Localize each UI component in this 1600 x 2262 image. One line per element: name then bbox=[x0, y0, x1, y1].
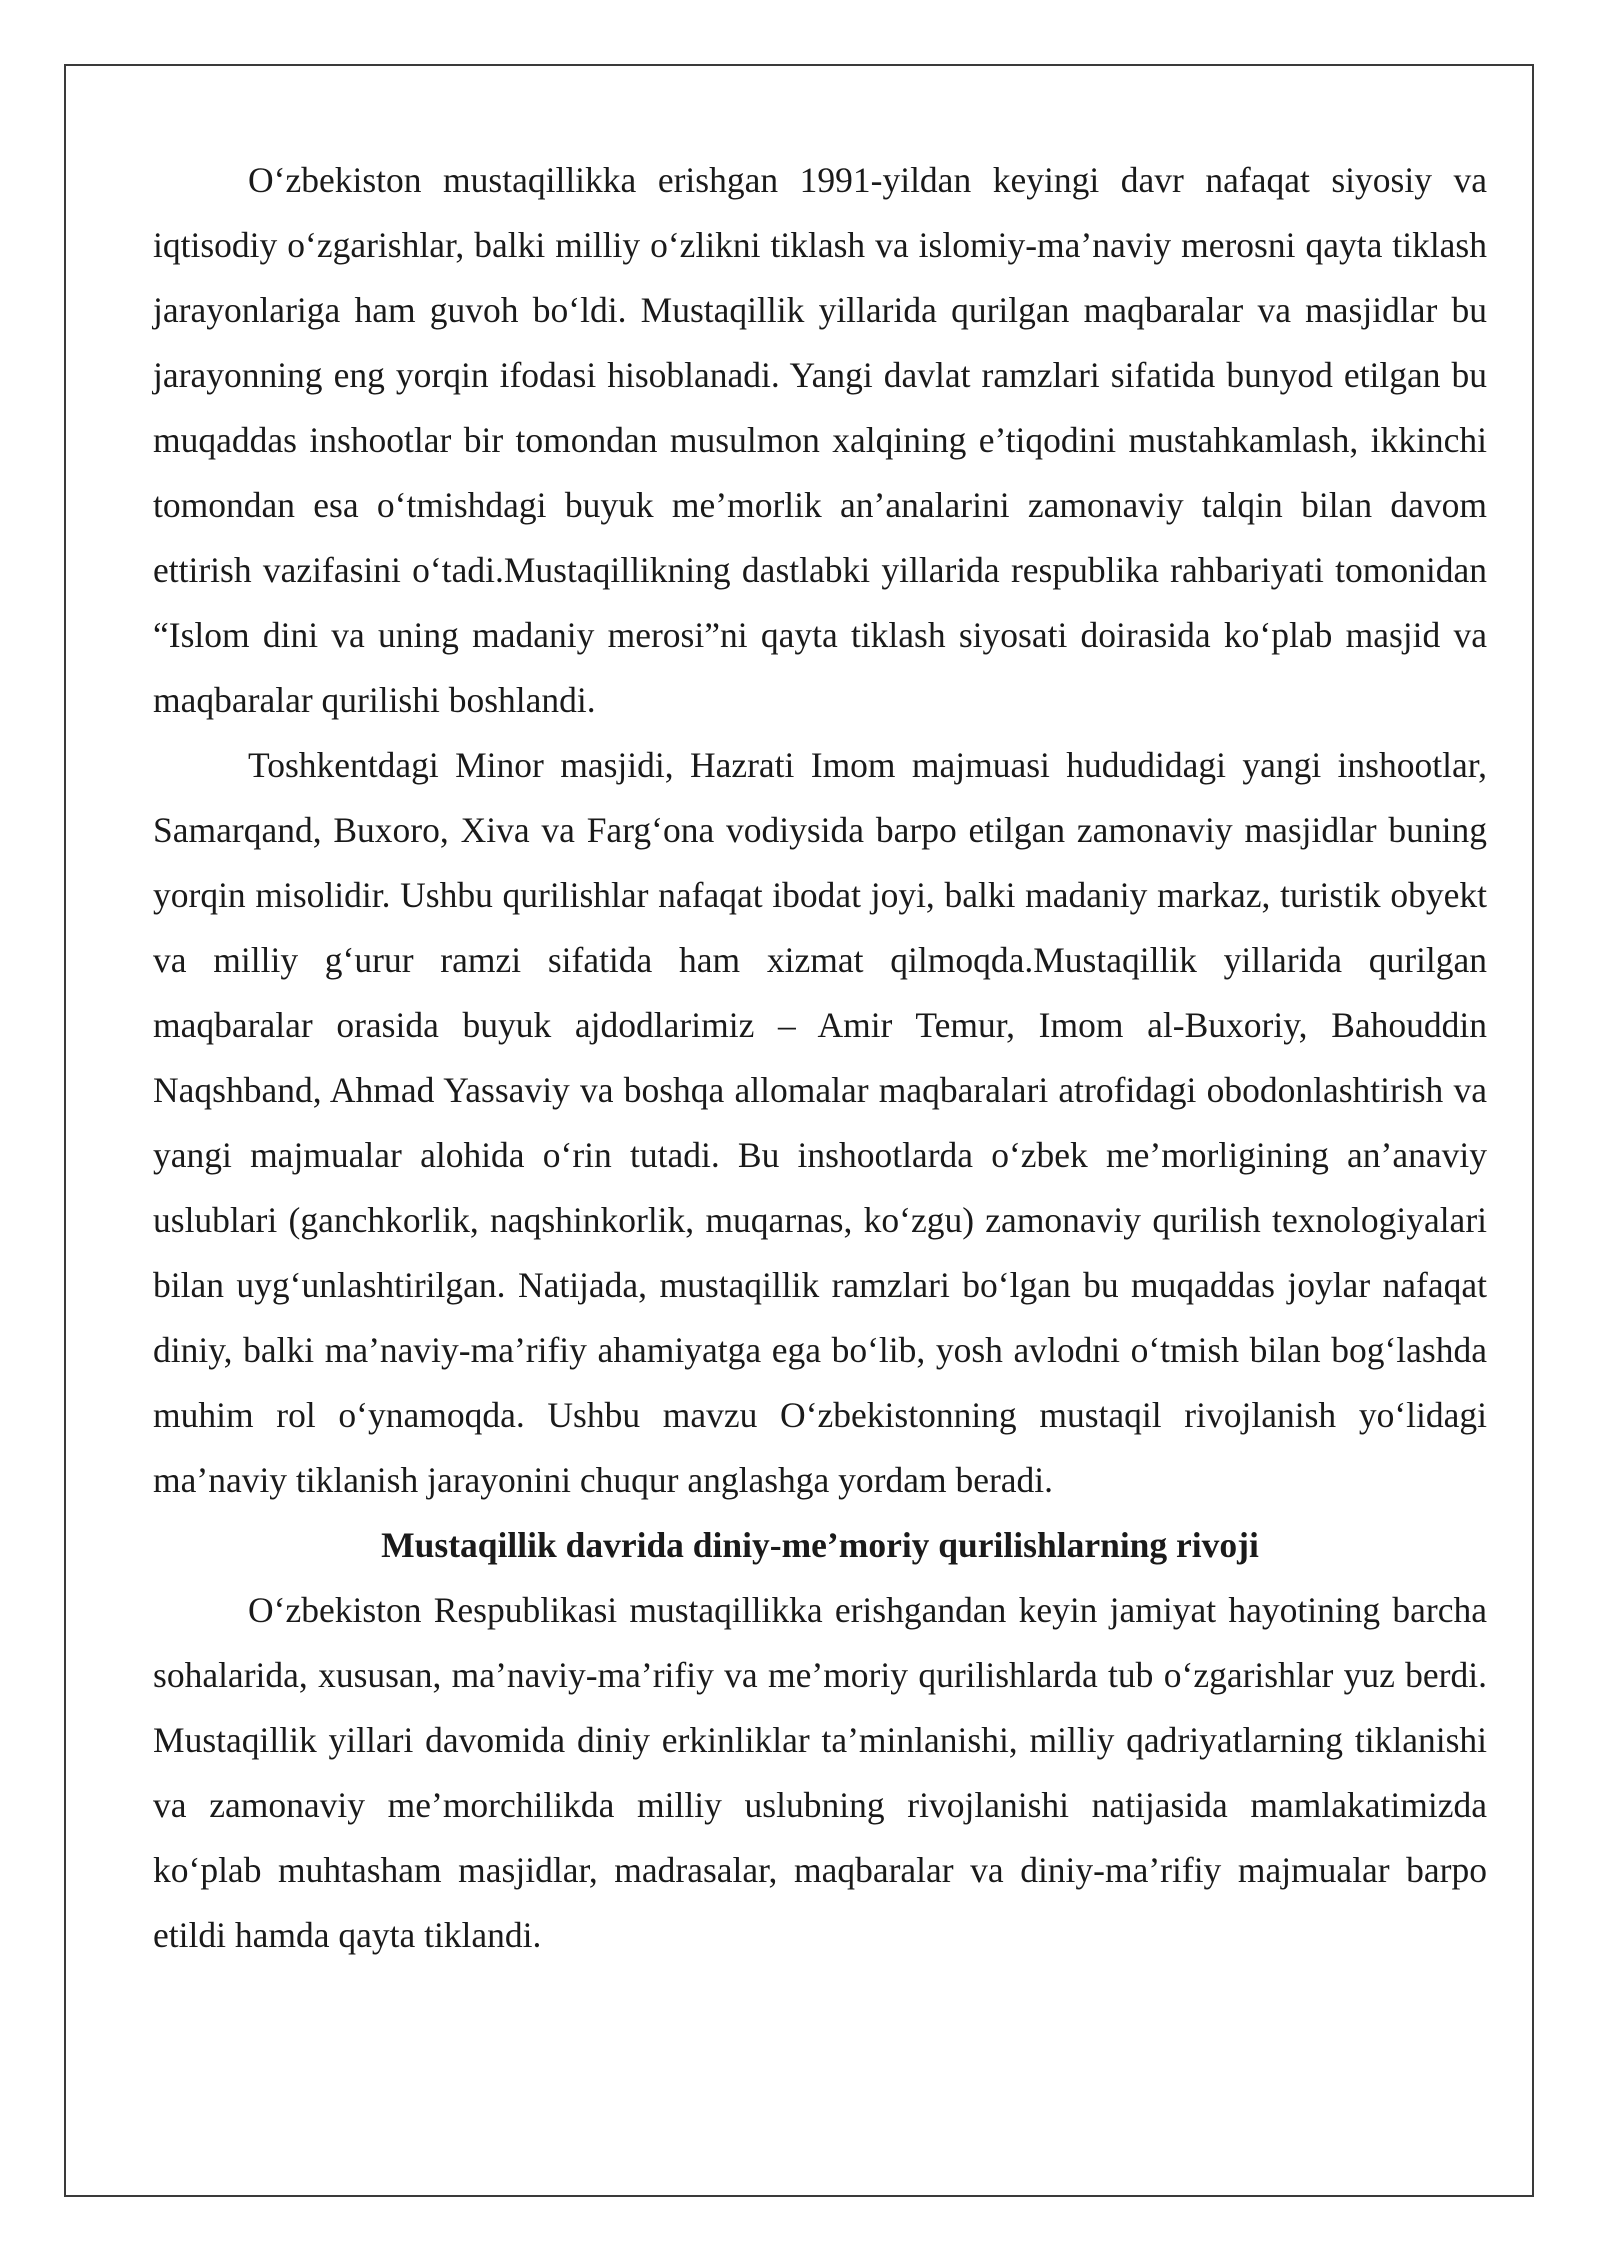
paragraph-intro: O‘zbekiston mustaqillikka erishgan 1991-yildan keyingi davr nafaqat siyosiy va iqtisodiy o‘zgarishlar, balki milliy o‘zlikni tiklash va islomiy-ma’naviy merosni qayta tiklash jarayonlariga ham guvoh bo‘ldi. Mustaqillik yillarida qurilgan maqbaralar va masjidlar bu jarayonning eng yorqin ifodasi hisoblanadi. Yangi davlat ramzlari sifatida bunyod etilgan bu muqaddas inshootlar bir tomondan musulmon xalqining e’tiqodini mustahkamlash, ikkinchi tomondan esa o‘tmishdagi buyuk me’morlik an’analarini zamonaviy talqin bilan davom ettirish vazifasini o‘tadi.Mustaqillikning dastlabki yillarida respublika rahbariyati tomonidan “Islom dini va uning madaniy merosi”ni qayta tiklash siyosati doirasida ko‘plab masjid va maqbaralar qurilishi boshlandi. bbox=[153, 160, 1487, 720]
paragraph-section-body: O‘zbekiston Respublikasi mustaqillikka erishgandan keyin jamiyat hayotining barcha sohalarida, xususan, ma’naviy-ma’rifiy va me’moriy qurilishlarda tub o‘zgarishlar yuz berdi. Mustaqillik yillari davomida diniy erkinliklar ta’minlanishi, milliy qadriyatlarning tiklanishi va zamonaviy me’morchilikda milliy uslubning rivojlanishi natijasida mamlakatimizda ko‘plab muhtasham masjidlar, madrasalar, maqbaralar va diniy-ma’rifiy majmualar barpo etildi hamda qayta tiklandi. bbox=[153, 1590, 1487, 1955]
section-heading: Mustaqillik davrida diniy-me’moriy qurilishlarning rivoji bbox=[381, 1525, 1259, 1565]
document-body bbox=[153, 148, 1487, 1968]
paragraph-examples: Toshkentdagi Minor masjidi, Hazrati Imom majmuasi hududidagi yangi inshootlar, Samarqand, Buxoro, Xiva va Farg‘ona vodiysida barpo etilgan zamonaviy masjidlar buning yorqin misolidir. Ushbu qurilishlar nafaqat ibodat joyi, balki madaniy markaz, turistik obyekt va milliy g‘urur ramzi sifatida ham xizmat qilmoqda.Mustaqillik yillarida qurilgan maqbaralar orasida buyuk ajdodlarimiz – Amir Temur, Imom al-Buxoriy, Bahouddin Naqshband, Ahmad Yassaviy va boshqa allomalar maqbaralari atrofidagi obodonlashtirish va yangi majmualar alohida o‘rin tutadi. Bu inshootlarda o‘zbek me’morligining an’anaviy uslublari (ganchkorlik, naqshinkorlik, muqarnas, ko‘zgu) zamonaviy qurilish texnologiyalari bilan uyg‘unlashtirilgan. Natijada, mustaqillik ramzlari bo‘lgan bu muqaddas joylar nafaqat diniy, balki ma’naviy-ma’rifiy ahamiyatga ega bo‘lib, yosh avlodni o‘tmish bilan bog‘lashda muhim rol o‘ynamoqda. Ushbu mavzu O‘zbekistonning mustaqil rivojlanish yo‘lidagi ma’naviy tiklanish jarayonini chuqur anglashga yordam beradi. bbox=[153, 745, 1487, 1500]
